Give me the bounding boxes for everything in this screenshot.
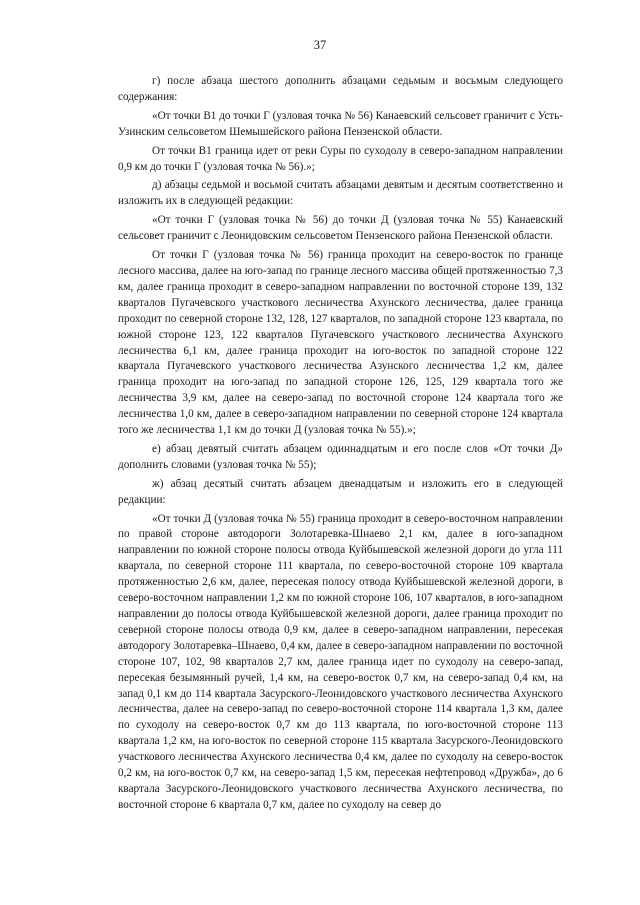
paragraph-g: г) после абзаца шестого дополнить абзацами седьмым и восьмым следующего содержания: [118, 75, 563, 103]
paragraph-d: д) абзацы седьмой и восьмой считать абзацами девятым и десятым соответственно и изложить их в следующей редакции: [118, 179, 563, 208]
document-body [118, 74, 563, 817]
paragraph-g-d-boundary-intro: «От точки Г (узловая точка № 56) до точки Д (узловая точка № 55) Канаевский сельсовет граничит с Леонидовским сельсоветом Пензенского района Пензенской области. [118, 214, 563, 243]
paragraph-d-boundary-route: «От точки Д (узловая точка № 55) граница проходит в северо-восточном направлении по правой стороне автодороги Золотаревка-Шнаево 2,1 км, далее в юго-западном направлении по южной стороне полосы отвода Куйбышевской железной дороги до угла 111 квартала, по северной стороне 111 квартала, по северо-восточной стороне 109 квартала протяженностью 2,6 км, далее, пересекая полосу отвода Куйбышевской железной дороги, в северо-восточном направлении 1,2 км по южной стороне 106, 107 кварталов, в юго-западном направлении до полосы отвода Куйбышевской железной дороги, далее граница проходит по северной стороне полосы отвода 0,9 км, далее в северо-западном направлении, пересекая автодорогу Золотаревка–Шнаево, 0,4 км, далее в северо-западном направлении по восточной стороне 107, 102, 98 кварталов 2,7 км, далее граница идет по суходолу на северо-запад, пересекая безымянный ручей, 1,4 км, на северо-восток 0,7 км, на северо-запад 0,4 км, на запад 0,1 км до 114 квартала Засурского-Леонидовского участкового лесничества Ахунского лесничества, далее на северо-запад по северо-восточной стороне 114 квартала 1,3 км, далее по суходолу на северо-восток 0,7 км до 113 квартала, по юго-восточной стороне 113 квартала 1,2 км, на юго-восток по северной стороне 115 квартала Засурского-Леонидовского участкового лесничества Ахунского лесничества 0,4 км, далее по суходолу на северо-восток 0,2 км, на юго-восток 0,7 км, на северо-запад 1,5 км, пересекая нефтепровод «Дружба», до 6 квартала Засурского-Леонидовского участкового лесничества Ахунского лесничества, по восточной стороне 6 квартала 0,7 км, далее по суходолу на север до [118, 512, 563, 811]
paragraph-v1-g-boundary-route: От точки В1 граница идет от реки Суры по суходолу в северо-западном направлении 0,9 км до точки Г (узловая точка № 56).»; [118, 144, 563, 173]
page-number: 37 [313, 38, 327, 52]
paragraph-g-d-boundary-route: От точки Г (узловая точка № 56) граница проходит на северо-восток по границе лесного массива, далее на юго-запад по границе лесного массива общей протяженностью 7,3 км, далее граница проходит в северо-западном направлении по восточной стороне 139, 132 кварталов Пугачевского участкового лесничества Ахунского лесничества, далее граница проходит по северной стороне 132, 128, 127 кварталов, по западной стороне 123 квартала, по южной стороне 123, 122 кварталов Пугачевского участкового лесничества Ахунского лесничества 6,1 км, далее граница проходит на юго-восток по западной стороне 122 квартала Пугачевского участкового лесничества Азунского лесничества 1,2 км, далее граница проходит на юго-запад по западной стороне 126, 125, 129 квартала того же лесничества 3,9 км, далее на северо-запад по восточной стороне 124 квартала того же лесничества 1,0 км, далее в северо-западном направлении по северной стороне 124 квартала того же лесничества 1,1 км до точки Д (узловая точка № 55).»; [118, 249, 563, 437]
paragraph-v1-g-boundary-intro: «От точки В1 до точки Г (узловая точка № 56) Канаевский сельсовет граничит с Усть-Узинским сельсоветом Шемышейского района Пензенской области. [118, 109, 563, 138]
paragraph-zh: ж) абзац десятый считать абзацем двенадцатым и изложить его в следующей редакции: [118, 477, 563, 506]
paragraph-e: е) абзац девятый считать абзацем одиннадцатым и его после слов «От точки Д» дополнить словами (узловая точка № 55); [118, 442, 563, 471]
